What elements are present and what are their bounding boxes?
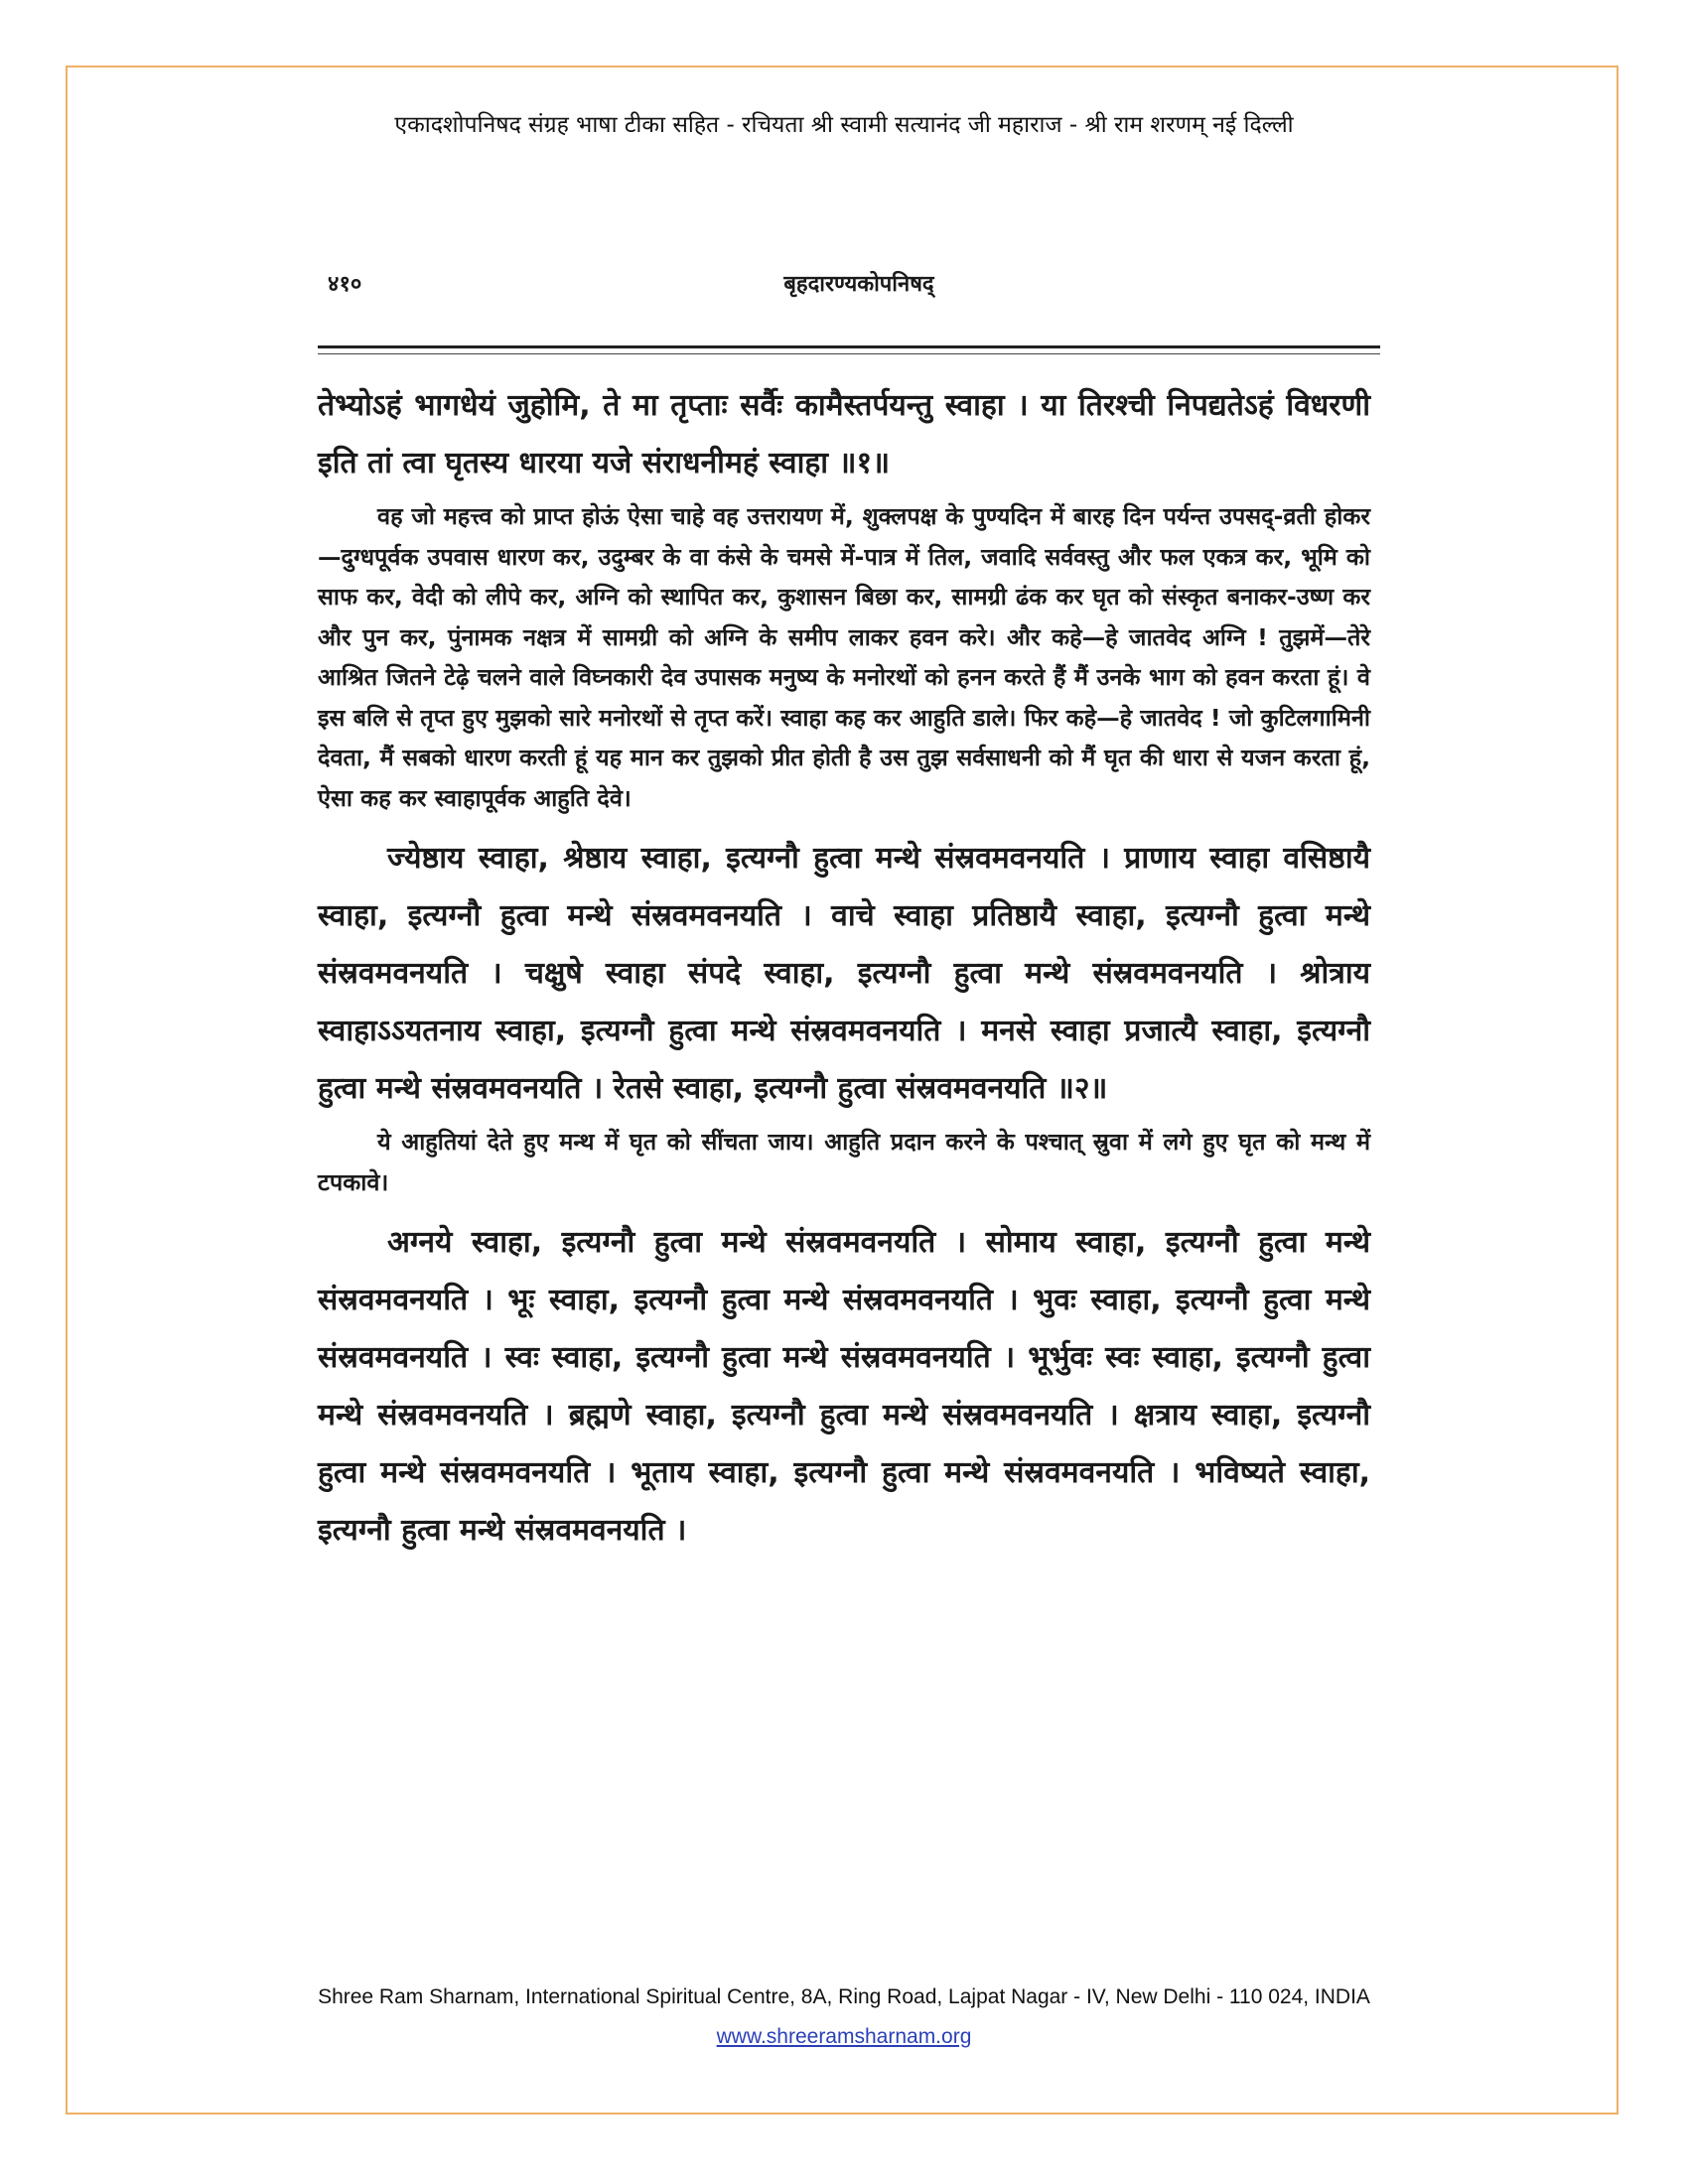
mantra-3: अग्नये स्वाहा, इत्यग्नौ हुत्वा मन्थे संस्रवमवनयति । सोमाय स्वाहा, इत्यग्नौ हुत्वा मन्थे संस्रवमवनयति । भूः स्वाहा, इत्यग्नौ हुत्वा मन्थे संस्रवमवनयति । भुवः स्वाहा, इत्यग्नौ हुत्वा मन्थे संस्रवमवनयति । स्वः स्वाहा, इत्यग्नौ हुत्वा मन्थे संस्रवमवनयति । भूर्भुवः स्वः स्वाहा, इत्यग्नौ हुत्वा मन्थे संस्रवमवनयति । ब्रह्मणे स्वाहा, इत्यग्नौ हुत्वा मन्थे संस्रवमवनयति । क्षत्राय स्वाहा, इत्यग्नौ हुत्वा मन्थे संस्रवमवनयति । भूताय स्वाहा, इत्यग्नौ हुत्वा मन्थे संस्रवमवनयति । भविष्यते स्वाहा, इत्यग्नौ हुत्वा मन्थे संस्रवमवनयति । bbox=[318, 1225, 1370, 1548]
website-link[interactable]: www.shreeramsharnam.org bbox=[716, 2025, 972, 2048]
page-number: ४१० bbox=[328, 272, 362, 297]
header-rule-thin bbox=[318, 353, 1380, 354]
running-title: बृहदारण्यकोपनिषद् bbox=[783, 272, 934, 297]
page-body bbox=[318, 377, 1370, 1564]
scanned-page bbox=[318, 258, 1390, 1936]
document-header: एकादशोपनिषद संग्रह भाषा टीका सहित - रचियता श्री स्वामी सत्यानंद जी महाराज - श्री राम शरणम् नई दिल्ली bbox=[394, 112, 1294, 138]
footer-address: Shree Ram Sharnam, International Spiritual Centre, 8A, Ring Road, Lajpat Nagar - IV, New Delhi - 110 024, INDIA bbox=[318, 1985, 1370, 2008]
mantra-2: ज्येष्ठाय स्वाहा, श्रेष्ठाय स्वाहा, इत्यग्नौ हुत्वा मन्थे संस्रवमवनयति । प्राणाय स्वाहा वसिष्ठायै स्वाहा, इत्यग्नौ हुत्वा मन्थे संस्रवमवनयति । वाचे स्वाहा प्रतिष्ठायै स्वाहा, इत्यग्नौ हुत्वा मन्थे संस्रवमवनयति । चक्षुषे स्वाहा संपदे स्वाहा, इत्यग्नौ हुत्वा मन्थे संस्रवमवनयति । श्रोत्राय स्वाहाऽऽयतनाय स्वाहा, इत्यग्नौ हुत्वा मन्थे संस्रवमवनयति । मनसे स्वाहा प्रजात्यै स्वाहा, इत्यग्नौ हुत्वा मन्थे संस्रवमवनयति । रेतसे स्वाहा, इत्यग्नौ हुत्वा संस्रवमवनयति ॥२॥ bbox=[318, 841, 1370, 1106]
mantra-1: तेभ्योऽहं भागधेयं जुहोमि, ते मा तृप्ताः सर्वैः कामैस्तर्पयन्तु स्वाहा । या तिरश्ची निपद्यतेऽहं विधरणी इति तां त्वा घृतस्य धारया यजे संराधनीमहं स्वाहा ॥१॥ bbox=[318, 388, 1370, 480]
footer-url-container bbox=[0, 2025, 1688, 2049]
commentary-2: ये आहुतियां देते हुए मन्थ में घृत को सींचता जाय। आहुति प्रदान करने के पश्चात् स्रुवा में लगे हुए घृत को मन्थ में टपकावे। bbox=[318, 1128, 1370, 1196]
commentary-1: वह जो महत्त्व को प्राप्त होऊं ऐसा चाहे वह उत्तरायण में, शुक्लपक्ष के पुण्यदिन में बारह दिन पर्यन्त उपसद्-व्रती होकर—दुग्धपूर्वक उपवास धारण कर, उदुम्बर के वा कंसे के चमसे में-पात्र में तिल, जवादि सर्ववस्तु और फल एकत्र कर, भूमि को साफ कर, वेदी को लीपे कर, अग्नि को स्थापित कर, कुशासन बिछा कर, सामग्री ढंक कर घृत को संस्कृत बनाकर-उष्ण कर और पुन कर, पुंनामक नक्षत्र में सामग्री को अग्नि के समीप लाकर हवन करे। और कहे—हे जातवेद अग्नि ! तुझमें—तेरे आश्रित जितने टेढ़े चलने वाले विघ्नकारी देव उपासक मनुष्य के मनोरथों को हनन करते हैं मैं उनके भाग को हवन करता हूं। वे इस बलि से तृप्त हुए मुझको सारे मनोरथों से तृप्त करें। स्वाहा कह कर आहुति डाले। फिर कहे—हे जातवेद ! जो कुटिलगामिनी देवता, मैं सबको धारण करती हूं यह मान कर तुझको प्रीत होती है उस तुझ सर्वसाधनी को मैं घृत की धारा से यजन करता हूं, ऐसा कह कर स्वाहापूर्वक आहुति देवे। bbox=[318, 502, 1371, 812]
header-rule bbox=[318, 345, 1380, 348]
scan-running-head bbox=[328, 258, 1390, 302]
